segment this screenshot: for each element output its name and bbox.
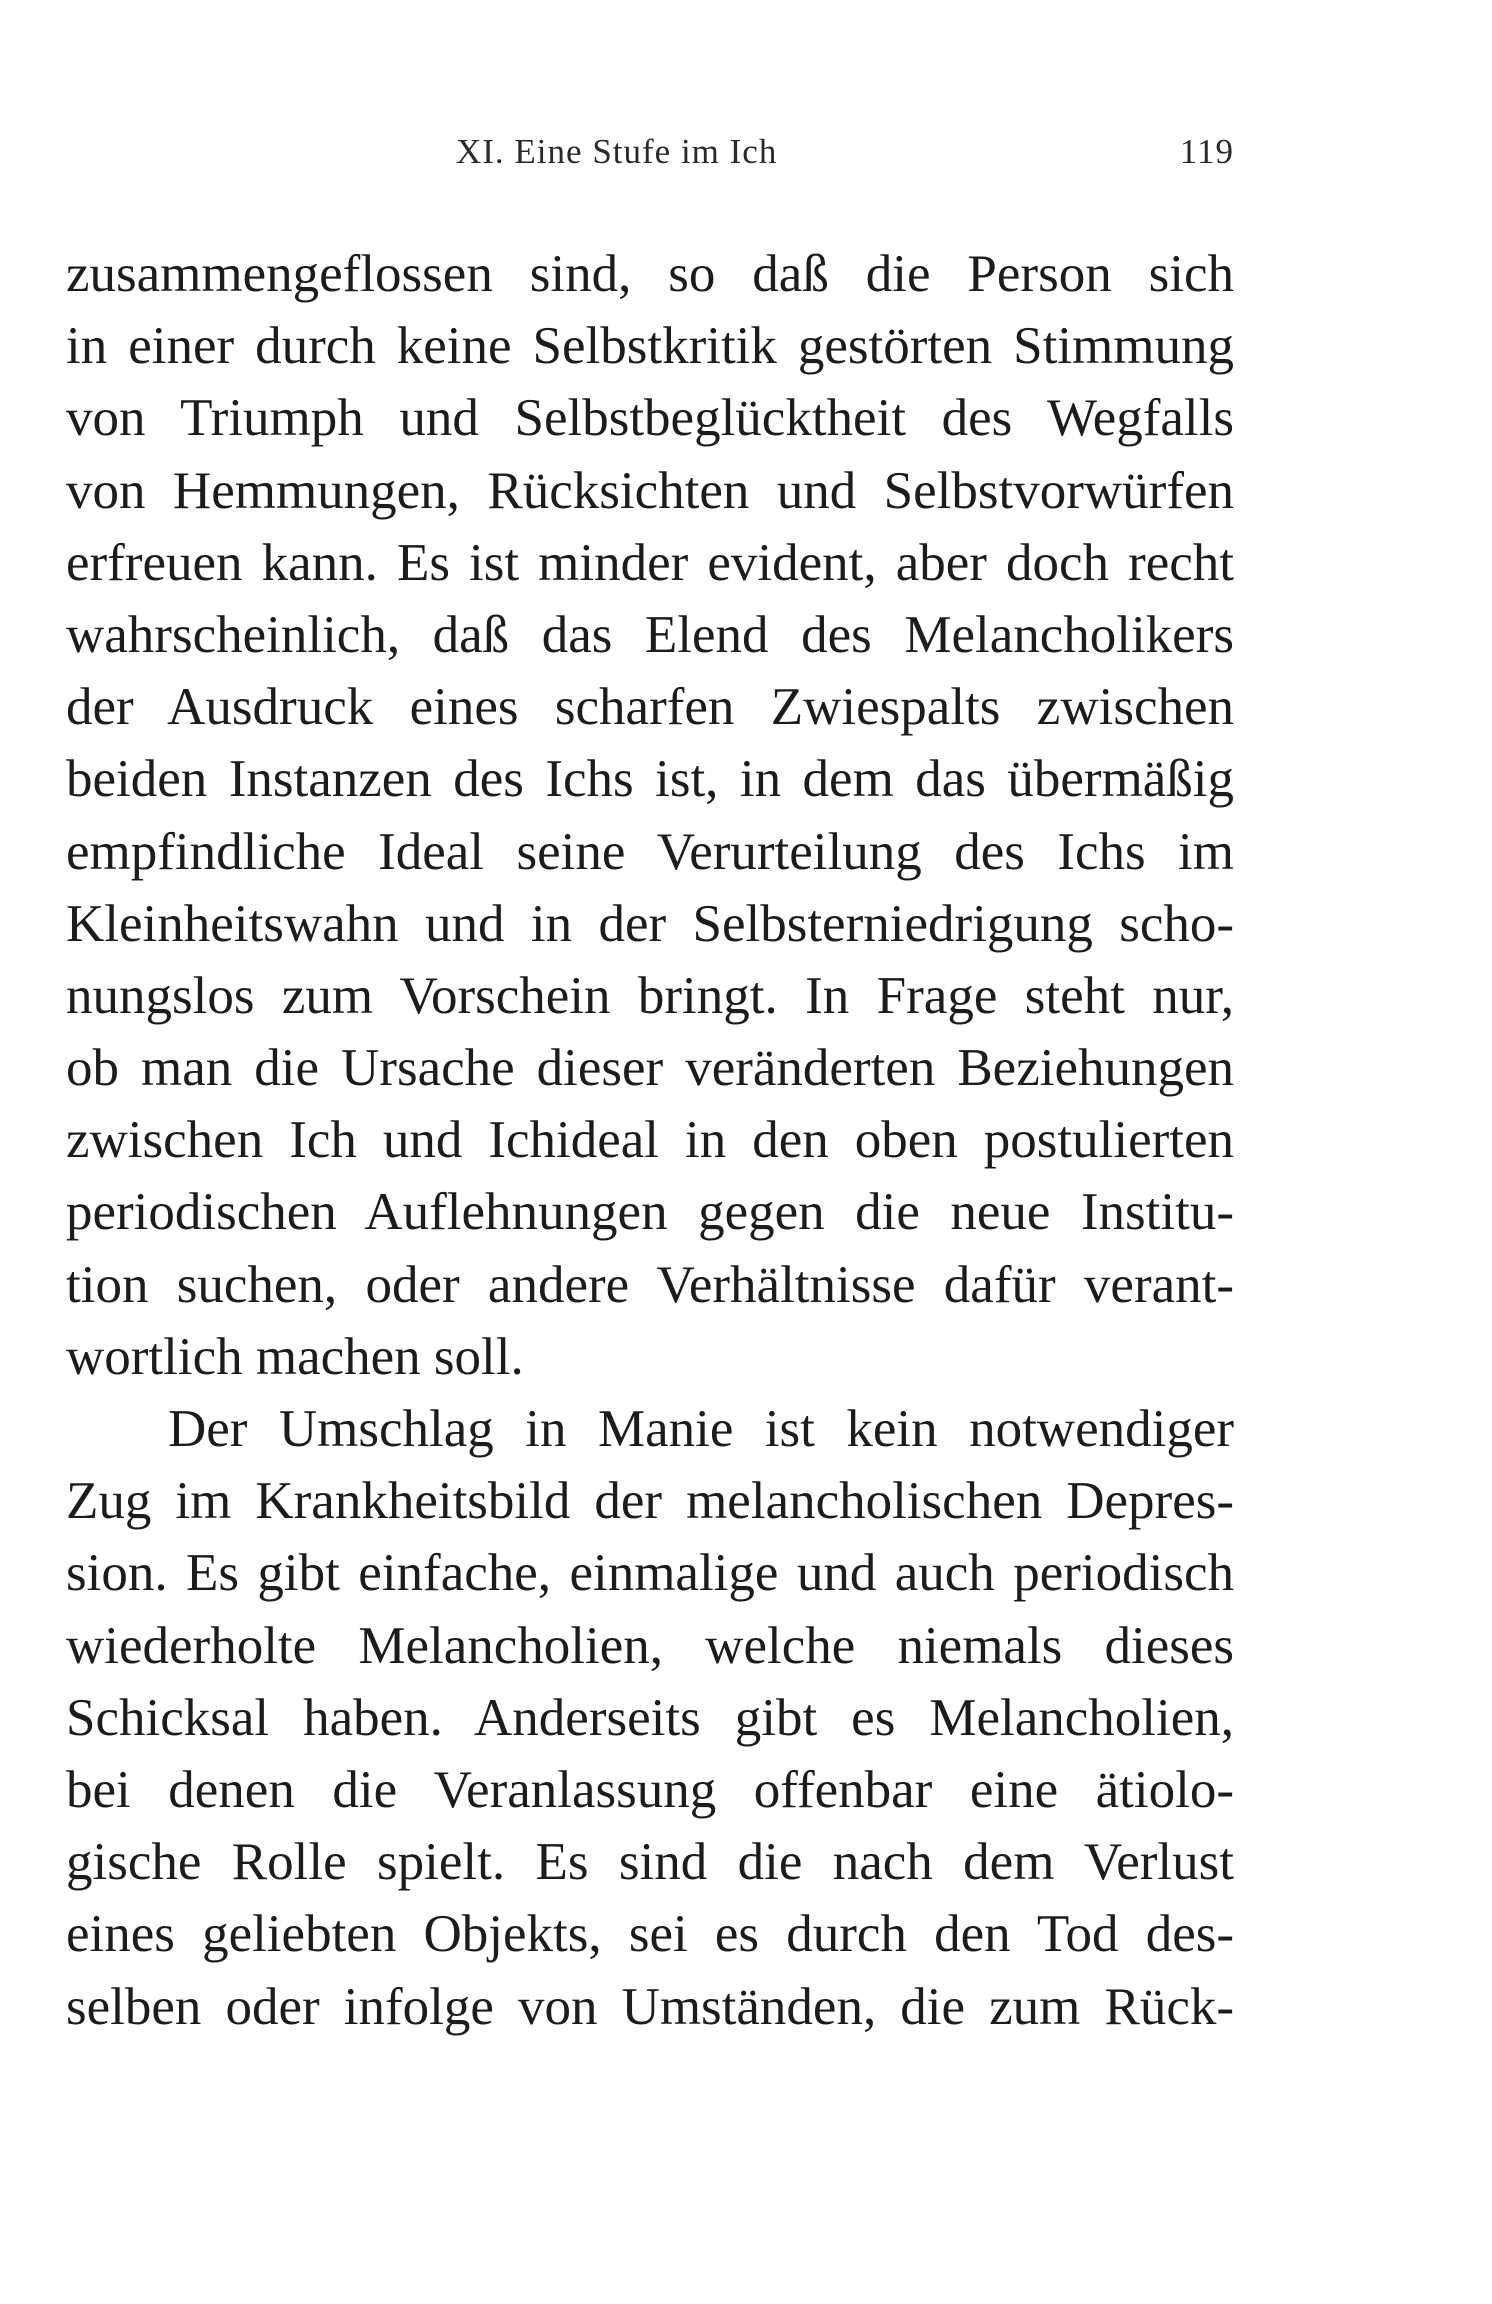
text-line: von Triumph und Selbstbeglücktheit des Wegfalls bbox=[66, 389, 1234, 448]
text-line: der Ausdruck eines scharfen Zwiespalts zwischen bbox=[66, 678, 1234, 737]
text-line: wahrscheinlich, daß das Elend des Melancholikers bbox=[66, 605, 1234, 664]
text-line: periodischen Auflehnungen gegen die neue Institu- bbox=[66, 1183, 1234, 1242]
text-line: zwischen Ich und Ichideal in den oben postulierten bbox=[66, 1111, 1234, 1170]
text-line: ob man die Ursache dieser veränderten Beziehungen bbox=[66, 1039, 1234, 1098]
text-line: gische Rolle spielt. Es sind die nach dem Verlust bbox=[66, 1833, 1234, 1892]
text-line: empfindliche Ideal seine Verurteilung des Ichs im bbox=[66, 822, 1234, 881]
text-line: Zug im Krankheitsbild der melancholischen Depres- bbox=[66, 1472, 1234, 1531]
text-line: zusammengeflossen sind, so daß die Person sich bbox=[66, 245, 1234, 303]
text-line: von Hemmungen, Rücksichten und Selbstvorwürfen bbox=[66, 461, 1234, 520]
text-line: wortlich machen soll. bbox=[66, 1327, 524, 1386]
text-line: Schicksal haben. Anderseits gibt es Melancholien, bbox=[66, 1688, 1234, 1747]
running-title: XI. Eine Stufe im Ich bbox=[456, 132, 778, 171]
text-line: in einer durch keine Selbstkritik gestörten Stimmung bbox=[66, 317, 1234, 376]
text-line: wiederholte Melancholien, welche niemals dieses bbox=[66, 1616, 1234, 1675]
text-line: beiden Instanzen des Ichs ist, in dem das übermäßig bbox=[66, 750, 1234, 809]
text-line: eines geliebten Objekts, sei es durch den Tod des- bbox=[66, 1905, 1234, 1964]
text-line: Der Umschlag in Manie ist kein notwendiger bbox=[168, 1400, 1234, 1458]
body-text bbox=[66, 238, 1234, 2043]
text-line: bei denen die Veranlassung offenbar eine ätiolo- bbox=[66, 1760, 1234, 1819]
page-number: 119 bbox=[1179, 132, 1234, 171]
text-line: erfreuen kann. Es ist minder evident, aber doch recht bbox=[66, 533, 1234, 592]
text-line: sion. Es gibt einfache, einmalige und auch periodisch bbox=[66, 1544, 1234, 1603]
text-line: nungslos zum Vorschein bringt. In Frage steht nur, bbox=[66, 966, 1234, 1025]
paragraph-1 bbox=[66, 238, 1234, 1393]
running-head bbox=[66, 132, 1234, 180]
text-line: tion suchen, oder andere Verhältnisse dafür verant- bbox=[66, 1255, 1234, 1314]
text-line: Kleinheitswahn und in der Selbsterniedrigung scho- bbox=[66, 894, 1234, 953]
text-line: selben oder infolge von Umständen, die zum Rück- bbox=[66, 1977, 1234, 2036]
paragraph-2 bbox=[66, 1393, 1234, 2043]
